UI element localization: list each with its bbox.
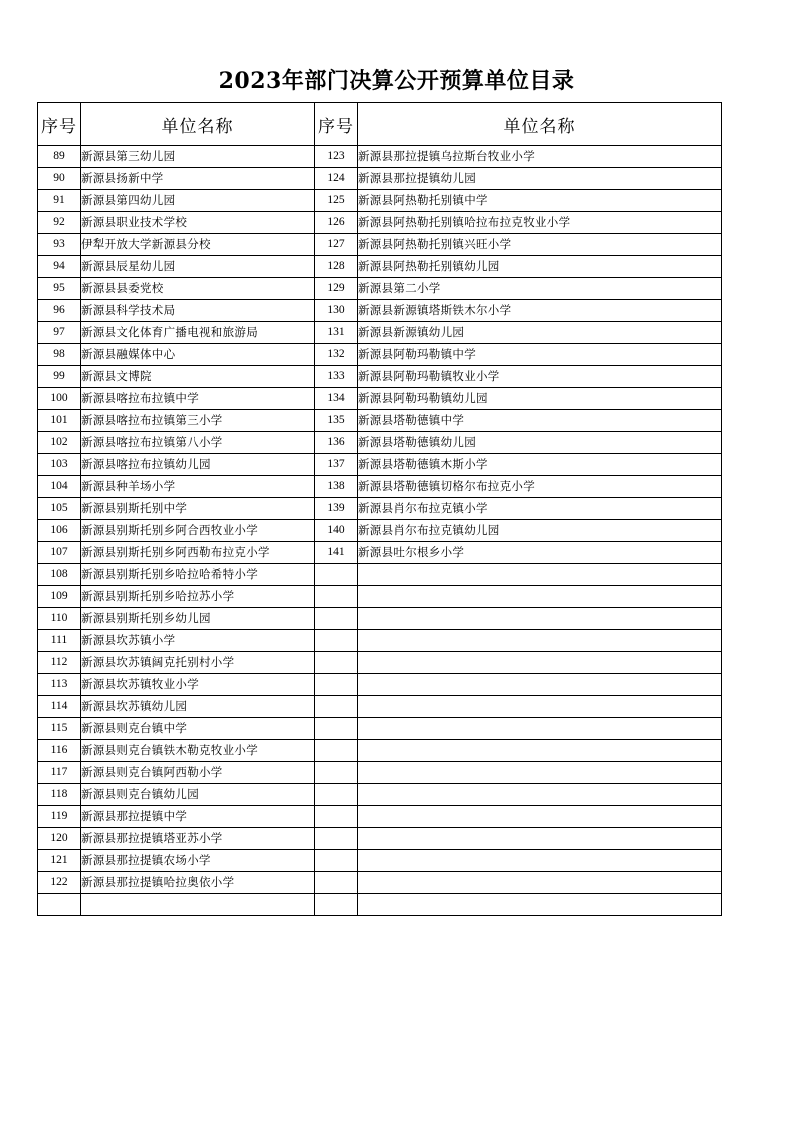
- unit-name-right-cell: [358, 784, 722, 806]
- unit-name-left-cell: 新源县别斯托别乡阿合西牧业小学: [81, 520, 315, 542]
- seq-right-cell: 138: [315, 476, 358, 498]
- unit-name-left-cell: 新源县别斯托别乡幼儿园: [81, 608, 315, 630]
- unit-name-right-cell: 新源县塔勒德镇中学: [358, 410, 722, 432]
- seq-right-cell: [315, 696, 358, 718]
- seq-right-cell: 124: [315, 168, 358, 190]
- table-row: [38, 278, 722, 300]
- unit-name-left-cell: 新源县喀拉布拉镇第三小学: [81, 410, 315, 432]
- unit-name-right-cell: [358, 608, 722, 630]
- unit-name-left-cell: 新源县则克台镇阿西勒小学: [81, 762, 315, 784]
- unit-name-left-cell: 新源县那拉提镇塔亚苏小学: [81, 828, 315, 850]
- table-row: [38, 300, 722, 322]
- table-row: [38, 432, 722, 454]
- table-row: [38, 322, 722, 344]
- seq-left-cell: 95: [38, 278, 81, 300]
- seq-left-cell: 91: [38, 190, 81, 212]
- seq-left-cell: 103: [38, 454, 81, 476]
- unit-name-left-cell: 新源县辰星幼儿园: [81, 256, 315, 278]
- seq-left-cell: 114: [38, 696, 81, 718]
- seq-right-cell: 128: [315, 256, 358, 278]
- table-row: [38, 168, 722, 190]
- table-row: [38, 520, 722, 542]
- seq-left-cell: 118: [38, 784, 81, 806]
- table-row: [38, 476, 722, 498]
- unit-name-right-cell: 新源县阿热勒托别镇中学: [358, 190, 722, 212]
- seq-right-cell: [315, 586, 358, 608]
- seq-left-cell: 121: [38, 850, 81, 872]
- unit-name-left-cell: 新源县坎苏镇阔克托别村小学: [81, 652, 315, 674]
- unit-name-left-cell: 新源县文化体育广播电视和旅游局: [81, 322, 315, 344]
- seq-right-cell: 133: [315, 366, 358, 388]
- seq-left-cell: 97: [38, 322, 81, 344]
- unit-name-left-cell: 新源县别斯托别乡哈拉哈希特小学: [81, 564, 315, 586]
- unit-name-right-cell: 新源县新源镇幼儿园: [358, 322, 722, 344]
- unit-name-left-cell: 新源县喀拉布拉镇第八小学: [81, 432, 315, 454]
- unit-name-right-cell: [358, 894, 722, 916]
- seq-right-cell: 132: [315, 344, 358, 366]
- table-row: [38, 828, 722, 850]
- header-seq-left: 序号: [38, 103, 81, 146]
- table-row: [38, 630, 722, 652]
- seq-left-cell: 98: [38, 344, 81, 366]
- unit-name-right-cell: 新源县新源镇塔斯铁木尔小学: [358, 300, 722, 322]
- table-row: [38, 894, 722, 916]
- table-row: [38, 190, 722, 212]
- table-row: [38, 718, 722, 740]
- seq-left-cell: 89: [38, 146, 81, 168]
- seq-left-cell: 107: [38, 542, 81, 564]
- seq-right-cell: [315, 894, 358, 916]
- table-row: [38, 872, 722, 894]
- seq-right-cell: [315, 850, 358, 872]
- seq-left-cell: 99: [38, 366, 81, 388]
- unit-name-left-cell: 新源县第四幼儿园: [81, 190, 315, 212]
- table-row: [38, 146, 722, 168]
- seq-right-cell: 131: [315, 322, 358, 344]
- seq-right-cell: 140: [315, 520, 358, 542]
- table-row: [38, 762, 722, 784]
- table-row: [38, 498, 722, 520]
- seq-right-cell: [315, 762, 358, 784]
- unit-name-left-cell: 新源县别斯托别中学: [81, 498, 315, 520]
- seq-right-cell: [315, 564, 358, 586]
- unit-name-right-cell: [358, 674, 722, 696]
- seq-right-cell: 126: [315, 212, 358, 234]
- table-row: [38, 564, 722, 586]
- unit-name-right-cell: [358, 718, 722, 740]
- unit-name-right-cell: [358, 806, 722, 828]
- seq-right-cell: 135: [315, 410, 358, 432]
- table-row: [38, 652, 722, 674]
- table-row: [38, 388, 722, 410]
- header-name-left: 单位名称: [81, 103, 315, 146]
- unit-name-right-cell: 新源县塔勒德镇切格尔布拉克小学: [358, 476, 722, 498]
- unit-name-left-cell: 新源县则克台镇中学: [81, 718, 315, 740]
- seq-right-cell: [315, 806, 358, 828]
- unit-directory-table: [37, 102, 722, 916]
- unit-name-right-cell: 新源县阿热勒托别镇兴旺小学: [358, 234, 722, 256]
- unit-name-right-cell: [358, 740, 722, 762]
- header-name-right: 单位名称: [358, 103, 722, 146]
- seq-left-cell: 90: [38, 168, 81, 190]
- table-row: [38, 586, 722, 608]
- table-row: [38, 740, 722, 762]
- unit-name-right-cell: 新源县阿勒玛勒镇幼儿园: [358, 388, 722, 410]
- unit-name-left-cell: 伊犁开放大学新源县分校: [81, 234, 315, 256]
- seq-right-cell: 139: [315, 498, 358, 520]
- unit-name-right-cell: [358, 586, 722, 608]
- seq-right-cell: [315, 718, 358, 740]
- unit-name-right-cell: 新源县塔勒德镇木斯小学: [358, 454, 722, 476]
- seq-left-cell: 112: [38, 652, 81, 674]
- unit-name-right-cell: 新源县塔勒德镇幼儿园: [358, 432, 722, 454]
- unit-name-left-cell: 新源县县委党校: [81, 278, 315, 300]
- seq-left-cell: 122: [38, 872, 81, 894]
- page-title: 2023年部门决算公开预算单位目录: [218, 68, 575, 94]
- unit-name-left-cell: 新源县扬新中学: [81, 168, 315, 190]
- seq-left-cell: 120: [38, 828, 81, 850]
- unit-name-left-cell: 新源县第三幼儿园: [81, 146, 315, 168]
- unit-name-right-cell: [358, 696, 722, 718]
- unit-name-left-cell: 新源县坎苏镇小学: [81, 630, 315, 652]
- table-row: [38, 608, 722, 630]
- seq-left-cell: 106: [38, 520, 81, 542]
- table-row: [38, 454, 722, 476]
- table-row: [38, 366, 722, 388]
- unit-name-left-cell: 新源县坎苏镇牧业小学: [81, 674, 315, 696]
- seq-right-cell: [315, 674, 358, 696]
- seq-left-cell: 109: [38, 586, 81, 608]
- unit-name-right-cell: 新源县肖尔布拉克镇幼儿园: [358, 520, 722, 542]
- seq-right-cell: [315, 652, 358, 674]
- seq-left-cell: 119: [38, 806, 81, 828]
- unit-name-right-cell: [358, 652, 722, 674]
- seq-left-cell: 116: [38, 740, 81, 762]
- unit-name-right-cell: 新源县那拉提镇幼儿园: [358, 168, 722, 190]
- unit-name-left-cell: 新源县则克台镇铁木勒克牧业小学: [81, 740, 315, 762]
- table-row: [38, 674, 722, 696]
- unit-name-right-cell: 新源县阿勒玛勒镇中学: [358, 344, 722, 366]
- unit-name-left-cell: 新源县那拉提镇中学: [81, 806, 315, 828]
- unit-name-right-cell: [358, 872, 722, 894]
- unit-name-left-cell: 新源县科学技术局: [81, 300, 315, 322]
- seq-left-cell: 111: [38, 630, 81, 652]
- unit-name-left-cell: 新源县那拉提镇农场小学: [81, 850, 315, 872]
- seq-left-cell: 110: [38, 608, 81, 630]
- seq-left-cell: 108: [38, 564, 81, 586]
- table-row: [38, 212, 722, 234]
- seq-left-cell: 96: [38, 300, 81, 322]
- seq-right-cell: 141: [315, 542, 358, 564]
- unit-name-right-cell: 新源县那拉提镇乌拉斯台牧业小学: [358, 146, 722, 168]
- seq-right-cell: [315, 740, 358, 762]
- seq-right-cell: 130: [315, 300, 358, 322]
- seq-left-cell: 102: [38, 432, 81, 454]
- seq-right-cell: [315, 872, 358, 894]
- table-row: [38, 234, 722, 256]
- unit-name-left-cell: 新源县喀拉布拉镇幼儿园: [81, 454, 315, 476]
- unit-name-left-cell: 新源县喀拉布拉镇中学: [81, 388, 315, 410]
- unit-name-right-cell: [358, 850, 722, 872]
- unit-name-left-cell: 新源县别斯托别乡阿西勒布拉克小学: [81, 542, 315, 564]
- header-seq-right: 序号: [315, 103, 358, 146]
- unit-name-right-cell: [358, 762, 722, 784]
- seq-right-cell: 129: [315, 278, 358, 300]
- seq-left-cell: 105: [38, 498, 81, 520]
- table-row: [38, 344, 722, 366]
- table-row: [38, 784, 722, 806]
- seq-right-cell: [315, 828, 358, 850]
- unit-name-right-cell: 新源县阿热勒托别镇哈拉布拉克牧业小学: [358, 212, 722, 234]
- table-row: [38, 696, 722, 718]
- seq-right-cell: [315, 784, 358, 806]
- seq-right-cell: 123: [315, 146, 358, 168]
- seq-left-cell: 104: [38, 476, 81, 498]
- unit-name-right-cell: [358, 828, 722, 850]
- seq-right-cell: 134: [315, 388, 358, 410]
- table-row: [38, 850, 722, 872]
- unit-name-left-cell: 新源县则克台镇幼儿园: [81, 784, 315, 806]
- unit-name-right-cell: [358, 630, 722, 652]
- unit-name-left-cell: 新源县别斯托别乡哈拉苏小学: [81, 586, 315, 608]
- seq-left-cell: 117: [38, 762, 81, 784]
- seq-left-cell: [38, 894, 81, 916]
- unit-name-right-cell: 新源县阿热勒托别镇幼儿园: [358, 256, 722, 278]
- table-row: [38, 410, 722, 432]
- seq-left-cell: 115: [38, 718, 81, 740]
- table-row: [38, 806, 722, 828]
- seq-right-cell: 137: [315, 454, 358, 476]
- seq-right-cell: [315, 630, 358, 652]
- seq-right-cell: 125: [315, 190, 358, 212]
- seq-left-cell: 113: [38, 674, 81, 696]
- table-header-row: [38, 103, 722, 146]
- seq-left-cell: 101: [38, 410, 81, 432]
- unit-name-right-cell: 新源县第二小学: [358, 278, 722, 300]
- unit-name-right-cell: 新源县吐尔根乡小学: [358, 542, 722, 564]
- seq-left-cell: 100: [38, 388, 81, 410]
- seq-right-cell: [315, 608, 358, 630]
- unit-name-left-cell: 新源县那拉提镇哈拉奥依小学: [81, 872, 315, 894]
- unit-name-left-cell: [81, 894, 315, 916]
- unit-name-left-cell: 新源县融媒体中心: [81, 344, 315, 366]
- unit-name-left-cell: 新源县坎苏镇幼儿园: [81, 696, 315, 718]
- unit-name-right-cell: 新源县肖尔布拉克镇小学: [358, 498, 722, 520]
- unit-name-left-cell: 新源县职业技术学校: [81, 212, 315, 234]
- seq-right-cell: 127: [315, 234, 358, 256]
- unit-name-left-cell: 新源县种羊场小学: [81, 476, 315, 498]
- unit-name-right-cell: [358, 564, 722, 586]
- table-row: [38, 542, 722, 564]
- seq-left-cell: 94: [38, 256, 81, 278]
- seq-left-cell: 92: [38, 212, 81, 234]
- seq-left-cell: 93: [38, 234, 81, 256]
- table-row: [38, 256, 722, 278]
- seq-right-cell: 136: [315, 432, 358, 454]
- unit-name-right-cell: 新源县阿勒玛勒镇牧业小学: [358, 366, 722, 388]
- unit-name-left-cell: 新源县文博院: [81, 366, 315, 388]
